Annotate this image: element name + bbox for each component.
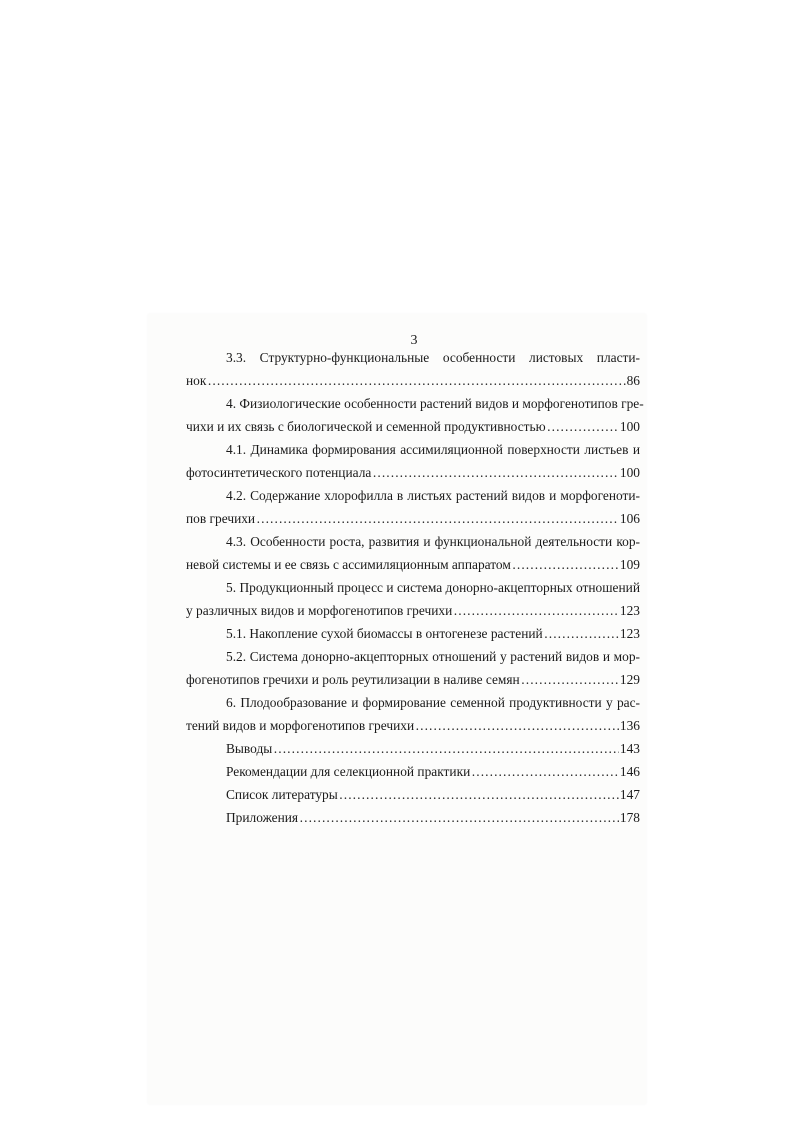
- dot-leader: [372, 461, 619, 484]
- toc-entry-4-3: [186, 530, 640, 576]
- dot-leader: [339, 783, 619, 806]
- toc-entry-text: 3.3. Структурно-функциональные особенности листовых пласти-: [226, 350, 640, 365]
- dot-leader: [415, 714, 619, 737]
- toc-entry-conclusions: [186, 737, 640, 760]
- toc-entry-text: нок: [186, 373, 207, 388]
- table-of-contents: [186, 346, 644, 829]
- toc-entry-text: фогенотипов гречихи и роль реутилизации в наливе семян: [186, 672, 520, 687]
- dot-leader: [299, 806, 619, 829]
- dot-leader: [544, 622, 619, 645]
- toc-entry-text: 5.2. Система донорно-акцепторных отношений у растений видов и мор-: [226, 649, 640, 664]
- toc-entry-text: у различных видов и морфогенотипов гречихи: [186, 603, 453, 618]
- dot-leader: [471, 760, 619, 783]
- toc-entry-4-2: [186, 484, 640, 530]
- toc-page-number: 146: [619, 764, 640, 779]
- toc-page-number: 100: [619, 465, 640, 480]
- toc-entry-5-2: [186, 645, 640, 691]
- toc-entry-text: 4.1. Динамика формирования ассимиляционной поверхности листьев и: [226, 442, 640, 457]
- toc-entry-3-3: [186, 346, 640, 392]
- toc-entry-text: Список литературы: [226, 787, 338, 802]
- toc-page-number: 109: [619, 557, 640, 572]
- toc-page-number: 123: [619, 626, 640, 641]
- dot-leader: [256, 507, 619, 530]
- toc-entry-6: [186, 691, 640, 737]
- dot-leader: [273, 737, 619, 760]
- toc-page-number: 178: [619, 810, 640, 825]
- toc-entry-text: чихи и их связь с биологической и семенной продуктивностью: [186, 419, 546, 434]
- toc-entry-4-1: [186, 438, 640, 484]
- toc-entry-5: [186, 576, 640, 622]
- toc-page-number: 147: [619, 787, 640, 802]
- toc-entry-text: фотосинтетического потенциала: [186, 465, 372, 480]
- toc-page-number: 86: [626, 373, 640, 388]
- toc-entry-text: Рекомендации для селекционной практики: [226, 764, 471, 779]
- toc-page-number: 123: [619, 603, 640, 618]
- dot-leader: [512, 553, 619, 576]
- dot-leader: [453, 599, 619, 622]
- page-number: 3: [410, 333, 418, 348]
- toc-entry-4: [186, 392, 644, 438]
- toc-entry-recommendations: [186, 760, 640, 783]
- toc-entry-text: пов гречихи: [186, 511, 256, 526]
- toc-entry-text: 4.3. Особенности роста, развития и функциональной деятельности кор-: [226, 534, 640, 549]
- toc-entry-text: невой системы и ее связь с ассимиляционным аппаратом: [186, 557, 511, 572]
- dot-leader: [547, 415, 619, 438]
- dot-leader: [207, 369, 625, 392]
- toc-entry-text: Приложения: [226, 810, 299, 825]
- toc-entry-text: Выводы: [226, 741, 273, 756]
- toc-entry-text: 4. Физиологические особенности растений видов и морфогенотипов гре-: [226, 396, 644, 411]
- toc-page-number: 136: [619, 718, 640, 733]
- toc-entry-references: [186, 783, 640, 806]
- dot-leader: [521, 668, 619, 691]
- toc-entry-text: 5.1. Накопление сухой биомассы в онтогенезе растений: [226, 626, 543, 641]
- toc-entry-appendices: [186, 806, 640, 829]
- toc-page-number: 143: [619, 741, 640, 756]
- toc-page-number: 129: [619, 672, 640, 687]
- toc-entry-text: тений видов и морфогенотипов гречихи: [186, 718, 415, 733]
- toc-entry-text: 4.2. Содержание хлорофилла в листьях растений видов и морфогеноти-: [226, 488, 640, 503]
- toc-page-number: 100: [619, 419, 640, 434]
- toc-entry-text: 5. Продукционный процесс и система донорно-акцепторных отношений: [226, 580, 640, 595]
- toc-entry-text: 6. Плодообразование и формирование семенной продуктивности у рас-: [226, 695, 640, 710]
- toc-page-number: 106: [619, 511, 640, 526]
- toc-entry-5-1: [186, 622, 640, 645]
